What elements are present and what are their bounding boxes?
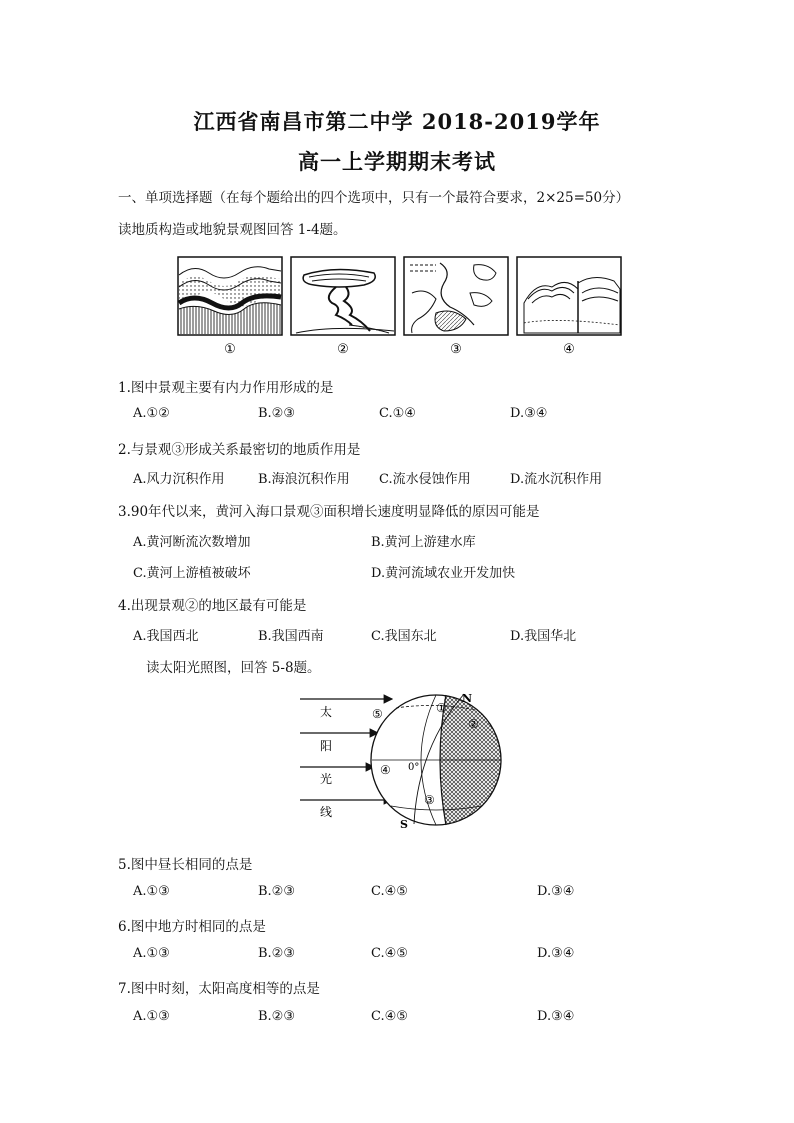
sun-char-4: 线 (320, 805, 333, 819)
question-7-option-d[interactable]: D.③④ (537, 1009, 575, 1024)
point-2: ② (468, 717, 479, 731)
question-3-option-a[interactable]: A.黄河断流次数增加 (133, 535, 251, 550)
point-5: ⑤ (372, 707, 383, 721)
question-5-option-d[interactable]: D.③④ (537, 884, 575, 899)
point-1: ① (436, 701, 447, 715)
question-6-stem: 6.图中地方时相同的点是 (118, 919, 266, 935)
sun-char-2: 阳 (320, 739, 333, 753)
panel-1-folded-strata (178, 257, 282, 335)
question-7-option-b[interactable]: B.②③ (258, 1009, 295, 1024)
intro-questions-1-4: 读地质构造或地貌景观图回答 1-4题。 (118, 222, 347, 238)
question-1-option-c[interactable]: C.①④ (379, 406, 416, 421)
sun-char-3: 光 (320, 772, 333, 786)
question-5-option-b[interactable]: B.②③ (258, 884, 295, 899)
question-4-option-c[interactable]: C.我国东北 (371, 629, 437, 644)
question-4-option-b[interactable]: B.我国西南 (258, 629, 324, 644)
question-4-stem: 4.出现景观②的地区最有可能是 (118, 598, 307, 614)
north-pole-label: N (462, 692, 473, 705)
question-3-option-c[interactable]: C.黄河上游植被破坏 (133, 566, 251, 581)
sun-char-1: 太 (320, 705, 333, 719)
intro-questions-5-8: 读太阳光照图，回答 5-8题。 (146, 660, 321, 676)
question-2-option-d[interactable]: D.流水沉积作用 (510, 472, 603, 487)
panel-label-3: ③ (450, 342, 462, 357)
panel-4-fault (517, 257, 621, 335)
question-3-option-b[interactable]: B.黄河上游建水库 (371, 535, 476, 550)
equator-label: 0° (408, 762, 420, 773)
question-2-option-c[interactable]: C.流水侵蚀作用 (379, 472, 471, 487)
question-1-option-b[interactable]: B.②③ (258, 406, 295, 421)
question-5-stem: 5.图中昼长相同的点是 (118, 857, 253, 873)
question-3-stem: 3.90年代以来，黄河入海口景观③面积增长速度明显降低的原因可能是 (118, 504, 540, 520)
question-7-stem: 7.图中时刻，太阳高度相等的点是 (118, 981, 320, 997)
question-4-option-a[interactable]: A.我国西北 (133, 629, 199, 644)
question-3-option-d[interactable]: D.黄河流域农业开发加快 (371, 566, 516, 581)
question-7-option-c[interactable]: C.④⑤ (371, 1009, 408, 1024)
exam-title-line2: 高一上学期期末考试 (298, 149, 496, 174)
question-1-stem: 1.图中景观主要有内力作用形成的是 (118, 380, 334, 396)
panel-label-4: ④ (563, 342, 575, 357)
question-7-option-a[interactable]: A.①③ (133, 1009, 170, 1024)
sunlight-figure (296, 688, 510, 830)
landform-figure (174, 253, 626, 359)
question-6-option-b[interactable]: B.②③ (258, 946, 295, 961)
panel-label-1: ① (224, 342, 236, 357)
panel-label-2: ② (337, 342, 349, 357)
question-2-option-a[interactable]: A.风力沉积作用 (133, 472, 225, 487)
panel-2-mushroom-rock (291, 257, 395, 335)
question-2-stem: 2.与景观③形成关系最密切的地质作用是 (118, 442, 361, 458)
question-6-option-d[interactable]: D.③④ (537, 946, 575, 961)
question-6-option-c[interactable]: C.④⑤ (371, 946, 408, 961)
question-4-option-d[interactable]: D.我国华北 (510, 629, 577, 644)
question-1-option-d[interactable]: D.③④ (510, 406, 548, 421)
question-1-option-a[interactable]: A.①② (133, 406, 170, 421)
south-pole-label: S (400, 818, 408, 830)
point-3: ③ (424, 793, 435, 807)
question-5-option-c[interactable]: C.④⑤ (371, 884, 408, 899)
exam-title-line1: 江西省南昌市第二中学 2018-2019学年 (193, 109, 601, 134)
point-4: ④ (380, 763, 391, 777)
panel-3-delta (404, 257, 508, 335)
section-heading: 一、单项选择题（在每个题给出的四个选项中，只有一个最符合要求，2×25=50分） (118, 190, 630, 206)
question-2-option-b[interactable]: B.海浪沉积作用 (258, 472, 350, 487)
question-5-option-a[interactable]: A.①③ (133, 884, 170, 899)
question-6-option-a[interactable]: A.①③ (133, 946, 170, 961)
